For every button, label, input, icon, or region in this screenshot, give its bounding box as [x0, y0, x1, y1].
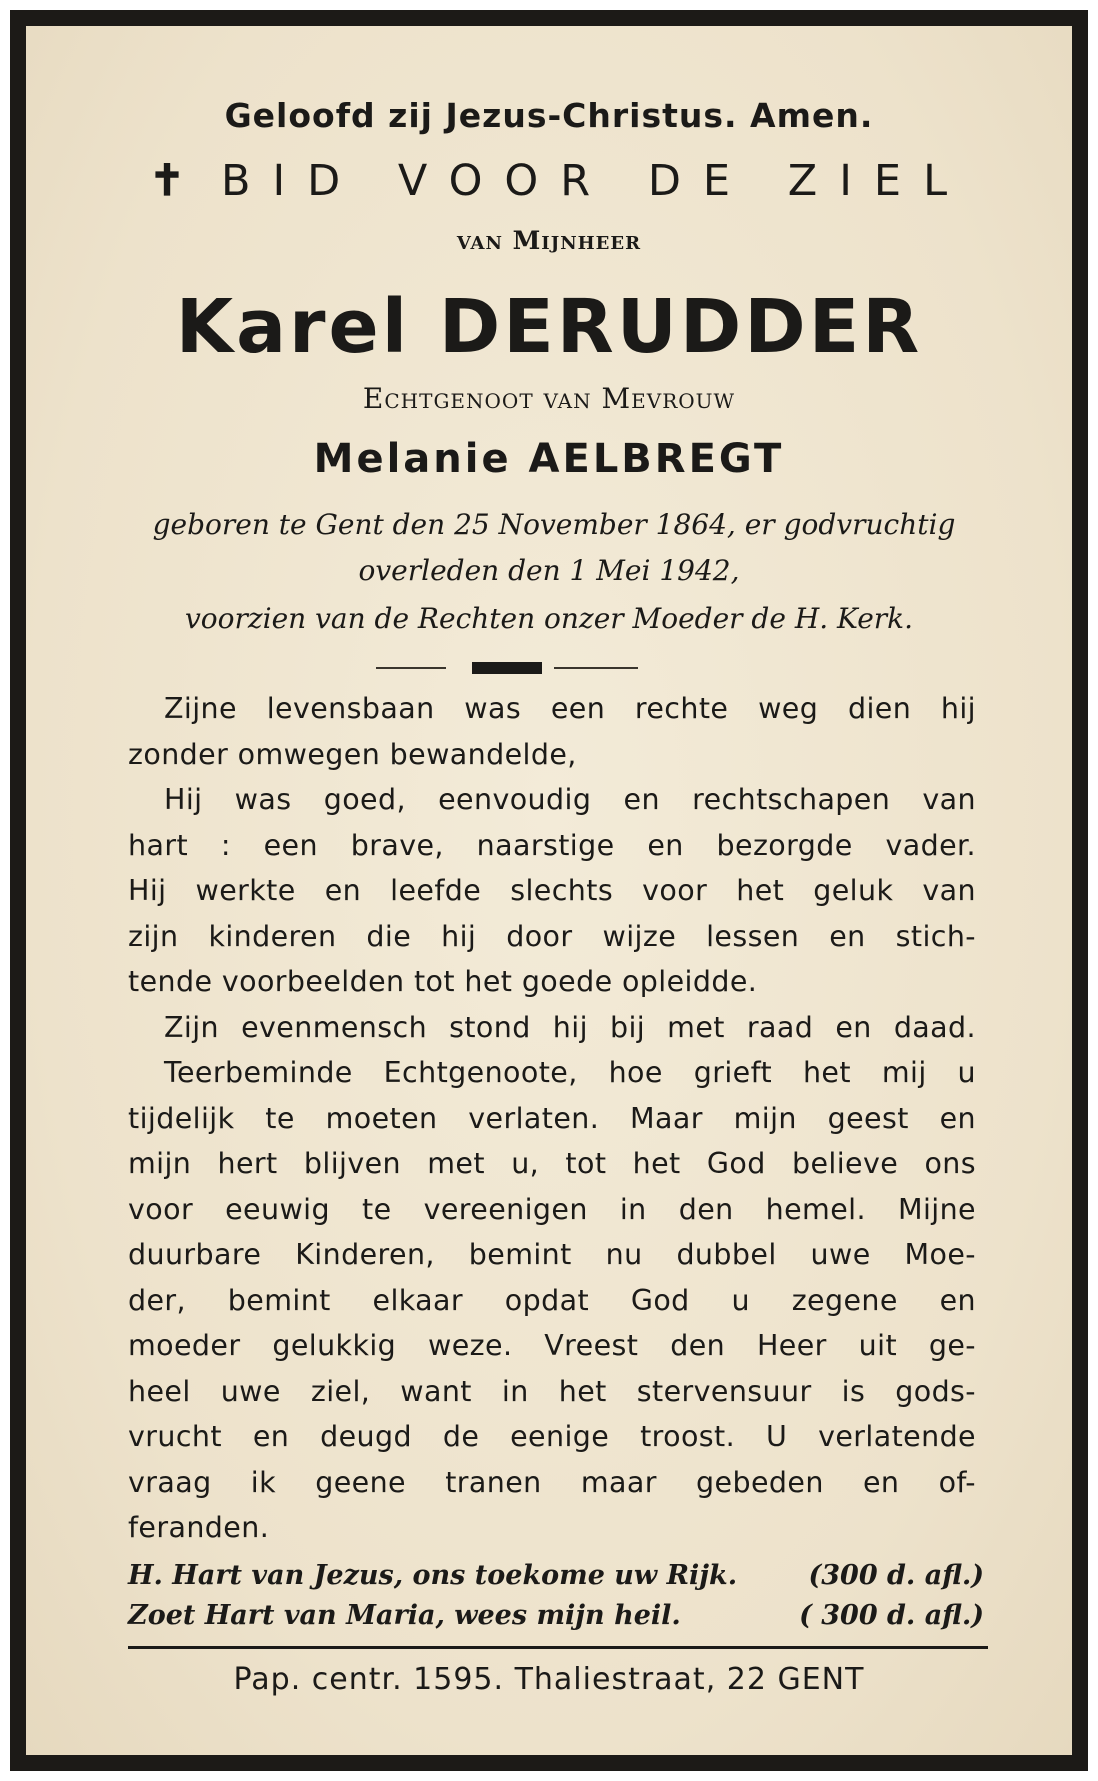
divider-right-rule	[554, 667, 638, 669]
spouse-name: Melanie AELBREGT	[313, 436, 785, 482]
body-line: heel uwe ziel, want in het stervensuur is gods-	[128, 1374, 976, 1408]
printer-imprint: Pap. centr. 1595. Thaliestraat, 22 GENT	[233, 1662, 865, 1697]
honorific: van Mijnheer	[456, 226, 642, 255]
deceased-name: Karel DERUDDER	[175, 284, 923, 370]
body-line: vraag ik geene tranen maar gebeden en of-	[128, 1465, 976, 1499]
memorial-card	[10, 10, 1088, 1771]
body-line: hart : een brave, naarstige en bezorgde vader.	[128, 828, 976, 862]
rites-line: voorzien van de Rechten onzer Moeder de H. Kerk.	[184, 602, 914, 635]
death-line: overleden den 1 Mei 1942,	[358, 554, 740, 587]
indulgence-note: (300 d. afl.)	[808, 1560, 984, 1591]
body-line: tijdelijk te moeten verlaten. Maar mijn geest en	[128, 1101, 976, 1135]
divider-center-bar	[472, 662, 542, 674]
body-line: feranden.	[128, 1511, 270, 1544]
body-line: Zijne levensbaan was een rechte weg dien hij	[164, 692, 976, 725]
body-line: voor eeuwig te vereenigen in den hemel. Mijne	[128, 1192, 976, 1226]
ornamental-divider	[26, 662, 1072, 674]
body-line: der, bemint elkaar opdat God u zegene en	[128, 1283, 976, 1317]
body-line: moeder gelukkig weze. Vreest den Heer uit ge-	[128, 1329, 976, 1362]
body-line: duurbare Kinderen, bemint nu dubbel uwe Moe-	[128, 1238, 976, 1271]
birth-line: geboren te Gent den 25 November 1864, er godvruchtig	[152, 508, 956, 541]
body-line: zijn kinderen die hij door wijze lessen en stich-	[128, 919, 976, 953]
body-line: vrucht en deugd de eenige troost. U verlatende	[128, 1420, 976, 1453]
divider-left-rule	[376, 667, 446, 669]
body-line: Zijn evenmensch stond hij bij met raad en daad.	[164, 1010, 976, 1044]
body-line: mijn hert blijven met u, tot het God believe ons	[128, 1147, 976, 1180]
spouse-label: Echtgenoot van Mevrouw	[362, 382, 736, 415]
prayer-heading	[26, 156, 1072, 206]
prayer-text: BID VOOR DE ZIEL	[220, 156, 970, 206]
footer-rule	[128, 1646, 988, 1649]
body-line: Hij was goed, eenvoudig en rechtschapen van	[164, 783, 976, 816]
body-line: Teerbeminde Echtgenoote, hoe grieft het mij u	[164, 1056, 976, 1089]
greeting: Geloofd zij Jezus-Christus. Amen.	[224, 96, 874, 135]
body-line: zonder omwegen bewandelde,	[128, 737, 577, 771]
body-line: tende voorbeelden tot het goede opleidde.	[128, 965, 758, 998]
card-paper	[26, 26, 1072, 1755]
body-line: Hij werkte en leefde slechts voor het geluk van	[128, 874, 976, 907]
indulgence-note: ( 300 d. afl.)	[799, 1600, 984, 1631]
invocation-text: H. Hart van Jezus, ons toekome uw Rijk.	[128, 1560, 738, 1591]
cross-icon: ✝	[148, 156, 185, 206]
body-text	[128, 686, 976, 1551]
invocation-text: Zoet Hart van Maria, wees mijn heil.	[128, 1600, 681, 1631]
